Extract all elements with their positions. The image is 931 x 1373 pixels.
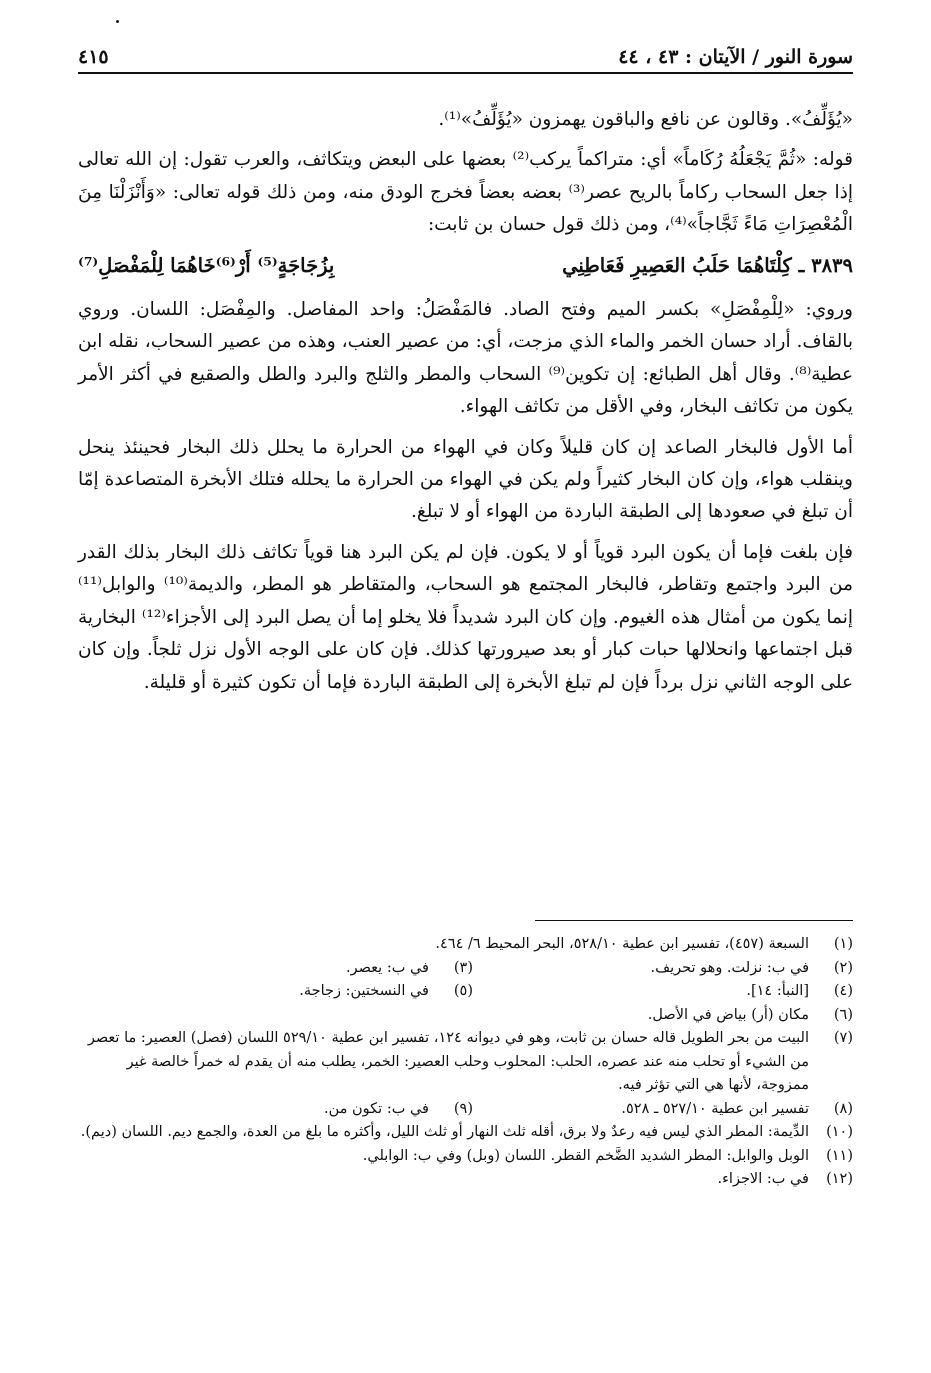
main-text bbox=[78, 104, 853, 707]
footnote-text: في ب: الاجزاء. bbox=[717, 1171, 809, 1187]
footnote-text: مكان (أر) بياض في الأصل. bbox=[647, 1006, 809, 1023]
footnote-text: في ب: تكون من. bbox=[324, 1100, 429, 1117]
footnote-3 bbox=[93, 957, 473, 981]
footnote-text: تفسير ابن عطية ٥٢٧/١٠ ـ ٥٢٨. bbox=[621, 1100, 809, 1117]
footnote-5 bbox=[93, 980, 473, 1004]
footnote-number: (١) bbox=[833, 936, 853, 952]
footnote-10 bbox=[78, 1121, 853, 1145]
footnote-1 bbox=[78, 933, 853, 957]
footnote-11 bbox=[78, 1145, 853, 1169]
page-number: ٤١٥ bbox=[78, 46, 109, 68]
scan-speck bbox=[116, 20, 119, 23]
footnote-text: البيت من بحر الطويل قاله حسان بن ثابت، وهو في ديوانه ١٢٤، تفسير ابن عطية ٥٢٩/١٠ اللسان (فصل) العصير: ما تعصر من الشيء أو تحلب منه عند عصره، الحلب: المحلوب وحلب العصير: الخمر، يطلب منه أن يقدم له خمراً خالصة غير ممزوجة، لأنها هي التي تؤثر فيه. bbox=[87, 1030, 809, 1093]
footnote-2 bbox=[473, 957, 853, 981]
footnote-number: (٨) bbox=[833, 1100, 853, 1117]
footnote-4 bbox=[473, 980, 853, 1004]
paragraph-4: أما الأول فالبخار الصاعد إن كان قليلاً وكان في الهواء من الحرارة ما يحلل ذلك البخار فحينئذ ينحل وينقلب هواء، وإن كان البخار كثيراً ولم يكن في الهواء من الحرارة ما يحلله فتلك الأبخرة المتصاعدة إمّا أن تبلغ في صعودها إلى الطبقة الباردة من الهواء أو لا تبلغ. bbox=[78, 436, 853, 523]
footnote-text: الوبل والوابل: المطر الشديد الضَّخم القطر. اللسان (وبل) وفي ب: الوابلي. bbox=[362, 1147, 809, 1164]
footnote-number: (١١) bbox=[826, 1147, 853, 1164]
paragraph-2: قوله: «ثُمَّ يَجْعَلُهُ رُكَاماً» أي: متراكماً يركب⁽²⁾ بعضها على البعض ويتكاثف، والعرب تقول: إن الله تعالى إذا جعل السحاب ركاماً بالريح عصر⁽³⁾ بعضه بعضاً فخرج الودق منه، ومن ذلك قوله تعالى: «وَأَنْزَلْنَا مِنَ الْمُعْصِرَاتِ مَاءً ثَجَّاجاً»⁽⁴⁾، ومن ذلك قول حسان بن ثابت: bbox=[78, 149, 853, 236]
footnote-text: في ب: نزلت. وهو تحريف. bbox=[650, 959, 809, 976]
footnote-number: (٣) bbox=[453, 959, 473, 976]
footnote-8 bbox=[473, 1098, 853, 1122]
verse-first-hemistich: ٣٨٣٩ ـ كِلْتَاهُمَا حَلَبُ العَصِيرِ فَعَاطِنِي bbox=[562, 253, 853, 277]
running-title: سورة النور / الآيتان : ٤٣ ، ٤٤ bbox=[618, 46, 853, 68]
footnote-row-8-9 bbox=[78, 1098, 853, 1122]
footnote-row-4-5 bbox=[78, 980, 853, 1004]
footnote-number: (١٠) bbox=[826, 1124, 853, 1140]
footnote-number: (٢) bbox=[833, 959, 853, 976]
paragraph-3: وروي: «لِلْمِفْصَلِ» بكسر الميم وفتح الصاد. فالمَفْصَلُ: واحد المفاصل. والمِفْصَل: اللسان. وروي بالقاف. أراد حسان الخمر والماء الذي مزجت، أي: من عصير العنب، وهذه من عصير السحاب، نقله ابن عطية⁽⁸⁾. وقال أهل الطبائع: إن تكوين⁽⁹⁾ السحاب والمطر والثلج والبرد والطل والصقيع في أكثر الأمر يكون من تكاثف البخار، وفي الأقل من تكاثف الهواء. bbox=[78, 299, 853, 418]
footnote-12 bbox=[78, 1168, 853, 1192]
footnote-6 bbox=[78, 1004, 853, 1028]
page-header bbox=[78, 30, 853, 74]
footnote-number: (٤) bbox=[833, 983, 853, 999]
footnote-text: في النسختين: زجاجة. bbox=[299, 983, 429, 999]
footnote-divider bbox=[535, 920, 853, 921]
footnote-text: في ب: يعصر. bbox=[346, 959, 429, 976]
footnote-7 bbox=[78, 1027, 853, 1098]
footnote-number: (٦) bbox=[833, 1006, 853, 1023]
footnote-9 bbox=[93, 1098, 473, 1122]
footnote-number: (٧) bbox=[833, 1030, 853, 1046]
poetry-verse bbox=[78, 250, 853, 282]
footnote-number: (٩) bbox=[453, 1100, 473, 1117]
footnote-text: [النبأ: ١٤]. bbox=[746, 983, 809, 999]
paragraph-1: «يُؤَلِّفُ». وقالون عن نافع والباقون يهمزون «يُؤَلِّفُ»⁽¹⁾. bbox=[438, 109, 853, 130]
footnote-row-2-3 bbox=[78, 957, 853, 981]
paragraph-5: فإن بلغت فإما أن يكون البرد قوياً أو لا يكون. فإن لم يكن البرد هنا قوياً تكاثف ذلك البخار بذلك القدر من البرد واجتمع وتقاطر، فالبخار المجتمع هو السحاب، والمتقاطر هو المطر، والديمة⁽¹⁰⁾ والوابل⁽¹¹⁾ إنما يكون من أمثال هذه الغيوم. وإن كان البرد شديداً فلا يخلو إما أن يصل البرد إلى الأجزاء⁽¹²⁾ البخارية قبل اجتماعها وانحلالها حبات كبار أو بعد صيرورتها كذلك. فإن كان على الوجه الأول نزل ثلجاً. وإن كان على الوجه الثاني نزل برداً فإن لم تبلغ الأبخرة إلى الطبقة الباردة فإما أن تكون كثيرة أو قليلة. bbox=[78, 541, 853, 693]
footnote-number: (١٢) bbox=[826, 1171, 853, 1187]
footnote-text: الدِّيمة: المطر الذي ليس فيه رعدٌ ولا برق، أقله ثلث النهار أو ثلث الليل، وأكثره ما بلغ من العدة، والجمع ديم. اللسان (ديم). bbox=[80, 1124, 809, 1140]
footnotes bbox=[78, 933, 853, 1192]
footnote-text: السبعة (٤٥٧)، تفسير ابن عطية ٥٢٨/١٠، البحر المحيط ٦/ ٤٦٤. bbox=[435, 936, 809, 952]
footnote-number: (٥) bbox=[453, 983, 473, 999]
verse-second-hemistich: بِزُجَاجَةٍ⁽⁵⁾ أَرْ⁽⁶⁾خَاهُمَا لِلْمَفْصَلِ⁽⁷⁾ bbox=[78, 253, 335, 277]
